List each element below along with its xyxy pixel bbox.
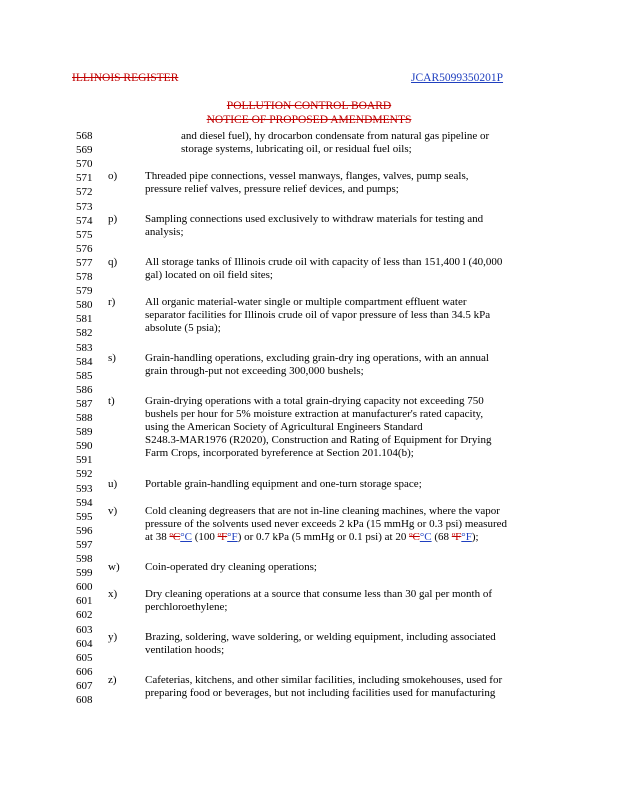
body-line: and diesel fuel), hy drocarbon condensate from natural gas pipeline or <box>181 130 490 142</box>
line-number: 583 <box>76 341 93 354</box>
body-line: Threaded pipe connections, vessel manways, flanges, valves, pump seals, <box>145 170 469 182</box>
body-line: separator facilities for Illinois crude oil of vapor pressure of less than 34.5 kPa <box>145 309 491 321</box>
deleted-degree-symbol: ºF <box>217 531 228 543</box>
item-label-q: q) <box>108 256 118 268</box>
notice-title: NOTICE OF PROPOSED AMENDMENTS <box>206 114 412 126</box>
item-label-t: t) <box>108 395 115 407</box>
line-number: 595 <box>76 510 93 523</box>
line-number: 602 <box>76 609 93 622</box>
line-number: 581 <box>76 313 93 326</box>
body-line: Coin-operated dry cleaning operations; <box>145 561 317 573</box>
item-label-x: x) <box>108 588 118 600</box>
line-number: 573 <box>76 200 93 213</box>
line-number: 594 <box>76 496 93 509</box>
line-number: 574 <box>76 214 93 227</box>
body-line: using the American Society of Agricultural Engineers Standard <box>145 421 423 433</box>
body-line: Dry cleaning operations at a source that consume less than 30 gal per month of <box>145 588 493 600</box>
item-label-v: v) <box>108 505 118 517</box>
line-number: 601 <box>76 595 93 608</box>
body-line: Sampling connections used exclusively to withdraw materials for testing and <box>145 213 484 225</box>
deleted-degree-symbol: ºF <box>451 531 462 543</box>
line-number: 577 <box>76 256 93 269</box>
body-line: preparing food or beverages, but not including facilities used for manufacturing <box>145 687 496 699</box>
line-number: 578 <box>76 271 93 283</box>
item-label-r: r) <box>108 296 116 308</box>
line-number: 576 <box>76 242 93 255</box>
line-number: 592 <box>76 468 93 481</box>
body-line: S248.3-MAR1976 (R2020), Construction and Rating of Equipment for Drying <box>145 434 492 446</box>
body-line: pressure relief valves, pressure relief devices, and pumps; <box>145 183 399 195</box>
body-line: Portable grain-handling equipment and one-turn storage space; <box>145 478 422 490</box>
item-label-y: y) <box>108 631 118 643</box>
board-title: POLLUTION CONTROL BOARD <box>226 100 392 112</box>
line-number: 586 <box>76 383 93 396</box>
body-line: absolute (5 psia); <box>145 322 221 334</box>
item-label-z: z) <box>108 674 117 686</box>
text-run: (68 <box>431 531 452 543</box>
line-number: 579 <box>76 285 93 298</box>
line-number: 603 <box>76 623 93 636</box>
line-number: 575 <box>76 228 93 241</box>
line-number: 585 <box>76 369 93 382</box>
body-line: ventilation hoods; <box>145 644 225 656</box>
line-number: 607 <box>76 679 93 692</box>
body-line: All storage tanks of Illinois crude oil with capacity of less than 151,400 l (40,000 <box>145 256 503 268</box>
line-number: 582 <box>76 327 93 340</box>
body-line: Cold cleaning degreasers that are not in-line cleaning machines, where the vapor <box>145 505 500 517</box>
item-label-p: p) <box>108 213 118 225</box>
line-number: 599 <box>76 567 93 580</box>
body-line: storage systems, lubricating oil, or residual fuel oils; <box>181 143 412 155</box>
body-line: analysis; <box>145 226 184 238</box>
line-number: 590 <box>76 440 93 453</box>
line-number: 588 <box>76 412 93 424</box>
item-label-u: u) <box>108 478 118 490</box>
deleted-degree-symbol: ºC <box>169 531 181 543</box>
line-number: 604 <box>76 637 93 650</box>
inserted-degree-symbol: °F <box>227 531 238 543</box>
header-right[interactable]: JCAR5099350201P <box>411 72 504 84</box>
body-line-temperatures <box>145 531 545 544</box>
inserted-degree-symbol: °F <box>461 531 472 543</box>
body-line: Grain-drying operations with a total grain-drying capacity not exceeding 750 <box>145 395 484 407</box>
line-number: 568 <box>76 130 93 142</box>
inserted-degree-symbol: °C <box>180 531 192 543</box>
deleted-degree-symbol: ºC <box>409 531 420 543</box>
line-number: 570 <box>76 158 93 171</box>
line-number: 591 <box>76 454 93 467</box>
body-line: Grain-handling operations, excluding grain-dry ing operations, with an annual <box>145 352 489 364</box>
text-run: (100 <box>191 531 218 543</box>
text-run: at 38 <box>145 531 170 543</box>
body-line: Farm Crops, incorporated byreference at Section 201.104(b); <box>145 447 414 459</box>
line-number: 569 <box>76 144 93 157</box>
item-label-w: w) <box>108 561 120 573</box>
body-line: gal) located on oil field sites; <box>145 269 273 281</box>
line-number: 605 <box>76 651 93 664</box>
line-number: 597 <box>76 538 93 551</box>
line-number: 606 <box>76 665 93 678</box>
line-number: 580 <box>76 299 93 312</box>
text-run: ); <box>471 531 479 543</box>
line-number: 598 <box>76 553 93 565</box>
body-line: perchloroethylene; <box>145 601 228 613</box>
line-number: 593 <box>76 482 93 495</box>
body-line: pressure of the solvents used never exceeds 2 kPa (15 mmHg or 0.3 psi) measured <box>145 518 507 530</box>
line-number: 596 <box>76 524 93 537</box>
line-number: 589 <box>76 426 93 439</box>
inserted-degree-symbol: °C <box>419 531 432 543</box>
line-number: 584 <box>76 355 93 368</box>
line-number: 587 <box>76 397 93 410</box>
body-line: All organic material-water single or multiple compartment effluent water <box>145 296 467 308</box>
line-number: 608 <box>76 694 93 706</box>
body-line: Brazing, soldering, wave soldering, or welding equipment, including associated <box>145 631 496 643</box>
header-left: ILLINOIS REGISTER <box>72 72 179 84</box>
item-label-s: s) <box>108 352 116 364</box>
body-line: grain through-put not exceeding 300,000 bushels; <box>145 365 364 377</box>
text-run: ) or 0.7 kPa (5 mmHg or 0.1 psi) at 20 <box>237 531 410 543</box>
line-number: 571 <box>76 172 93 185</box>
body-line: Cafeterias, kitchens, and other similar facilities, including smokehouses, used for <box>145 674 503 686</box>
body-line: bushels per hour for 5% moisture extraction at manufacturer's rated capacity, <box>145 408 484 420</box>
item-label-o: o) <box>108 170 118 182</box>
line-number: 572 <box>76 186 93 199</box>
line-number: 600 <box>76 581 93 594</box>
